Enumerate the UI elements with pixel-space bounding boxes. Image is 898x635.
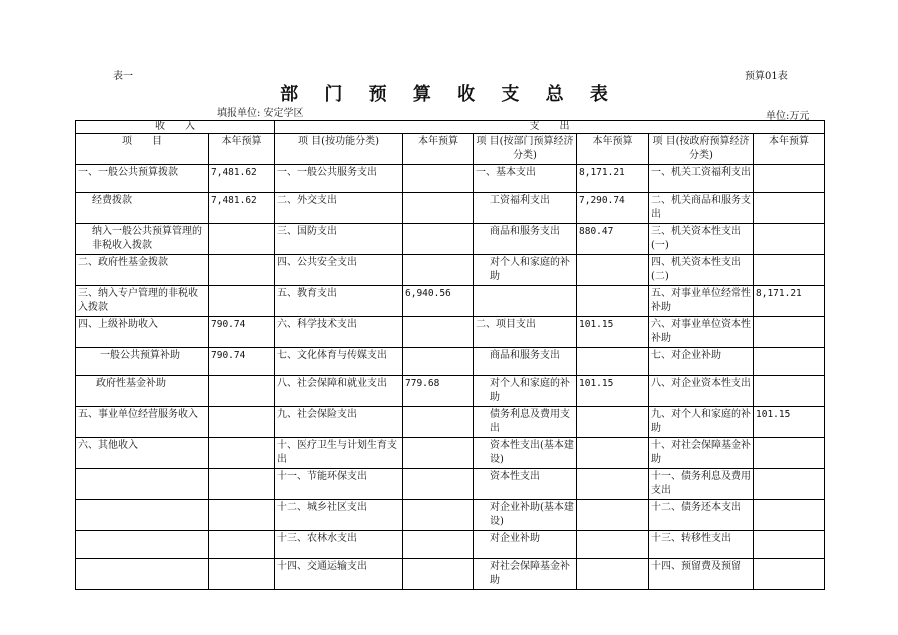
dept-econ-budget-cell <box>577 286 649 317</box>
functional-item-cell: 八、社会保障和就业支出 <box>275 376 403 407</box>
dept-econ-item-cell: 对企业补助(基本建设) <box>474 500 577 531</box>
gov-econ-budget-cell <box>754 469 825 500</box>
income-item-cell: 二、政府性基金拨款 <box>76 255 209 286</box>
dept-econ-item-cell: 对企业补助 <box>474 531 577 559</box>
gov-econ-item-cell: 十二、债务还本支出 <box>649 500 754 531</box>
table-row <box>76 531 825 559</box>
income-budget-cell: 790.74 <box>209 317 275 348</box>
table-row <box>76 348 825 376</box>
gov-econ-budget-cell <box>754 500 825 531</box>
functional-item-cell: 十三、农林水支出 <box>275 531 403 559</box>
income-budget-cell <box>209 224 275 255</box>
gov-econ-item-cell: 二、机关商品和服务支出 <box>649 193 754 224</box>
group-header-row <box>76 121 825 134</box>
header-gov-econ-budget: 本年预算 <box>754 134 825 165</box>
gov-econ-item-cell: 十四、预留费及预留 <box>649 559 754 590</box>
income-budget-cell: 7,481.62 <box>209 165 275 193</box>
functional-budget-cell <box>403 559 474 590</box>
functional-budget-cell <box>403 317 474 348</box>
functional-item-cell: 三、国防支出 <box>275 224 403 255</box>
income-item-cell: 一、一般公共预算拨款 <box>76 165 209 193</box>
gov-econ-budget-cell <box>754 317 825 348</box>
table-row <box>76 500 825 531</box>
dept-econ-item-cell: 一、基本支出 <box>474 165 577 193</box>
dept-econ-item-cell: 工资福利支出 <box>474 193 577 224</box>
income-budget-cell <box>209 469 275 500</box>
functional-budget-cell <box>403 193 474 224</box>
gov-econ-budget-cell <box>754 438 825 469</box>
header-gov-econ-item: 项 目(按政府预算经济分类) <box>649 134 754 165</box>
table-row <box>76 165 825 193</box>
income-item-cell: 纳入一般公共预算管理的非税收入拨款 <box>76 224 209 255</box>
dept-econ-item-cell: 商品和服务支出 <box>474 348 577 376</box>
income-budget-cell <box>209 438 275 469</box>
functional-budget-cell <box>403 531 474 559</box>
expense-group-header: 支 出 <box>275 121 825 134</box>
table-row <box>76 286 825 317</box>
dept-econ-budget-cell: 101.15 <box>577 317 649 348</box>
income-budget-cell <box>209 559 275 590</box>
functional-item-cell: 二、外交支出 <box>275 193 403 224</box>
gov-econ-budget-cell <box>754 224 825 255</box>
functional-item-cell: 一、一般公共服务支出 <box>275 165 403 193</box>
income-item-cell: 六、其他收入 <box>76 438 209 469</box>
gov-econ-item-cell: 十、对社会保障基金补助 <box>649 438 754 469</box>
dept-econ-budget-cell: 7,290.74 <box>577 193 649 224</box>
dept-econ-budget-cell <box>577 500 649 531</box>
page-title: 部 门 预 算 收 支 总 表 <box>280 84 618 105</box>
table-row <box>76 438 825 469</box>
column-header-row <box>76 134 825 165</box>
dept-econ-budget-cell <box>577 559 649 590</box>
income-item-cell: 政府性基金补助 <box>76 376 209 407</box>
functional-item-cell: 七、文化体育与传媒支出 <box>275 348 403 376</box>
income-item-cell <box>76 469 209 500</box>
functional-budget-cell <box>403 469 474 500</box>
income-item-cell: 三、纳入专户管理的非税收入拨款 <box>76 286 209 317</box>
table-row <box>76 469 825 500</box>
header-functional-budget: 本年预算 <box>403 134 474 165</box>
income-budget-cell <box>209 255 275 286</box>
budget-summary-table <box>75 120 825 590</box>
dept-econ-budget-cell <box>577 438 649 469</box>
table-row <box>76 407 825 438</box>
header-dept-econ-item: 项 目(按部门预算经济分类) <box>474 134 577 165</box>
functional-item-cell: 四、公共安全支出 <box>275 255 403 286</box>
gov-econ-item-cell: 三、机关资本性支出(一) <box>649 224 754 255</box>
income-budget-cell <box>209 407 275 438</box>
dept-econ-budget-cell: 880.47 <box>577 224 649 255</box>
dept-econ-item-cell: 对社会保障基金补助 <box>474 559 577 590</box>
gov-econ-item-cell: 八、对企业资本性支出 <box>649 376 754 407</box>
income-budget-cell <box>209 500 275 531</box>
income-item-cell <box>76 559 209 590</box>
dept-econ-item-cell: 对个人和家庭的补助 <box>474 376 577 407</box>
functional-budget-cell <box>403 224 474 255</box>
dept-econ-item-cell: 资本性支出(基本建设) <box>474 438 577 469</box>
header-income-item: 项 目 <box>76 134 209 165</box>
income-item-cell <box>76 531 209 559</box>
functional-item-cell: 十四、交通运输支出 <box>275 559 403 590</box>
table-row <box>76 255 825 286</box>
gov-econ-item-cell: 一、机关工资福利支出 <box>649 165 754 193</box>
income-budget-cell: 790.74 <box>209 348 275 376</box>
functional-budget-cell <box>403 438 474 469</box>
functional-budget-cell <box>403 500 474 531</box>
functional-item-cell: 五、教育支出 <box>275 286 403 317</box>
table-row <box>76 317 825 348</box>
header-income-budget: 本年预算 <box>209 134 275 165</box>
table-number: 表一 <box>113 71 133 82</box>
dept-econ-item-cell: 资本性支出 <box>474 469 577 500</box>
income-item-cell <box>76 500 209 531</box>
dept-econ-budget-cell <box>577 407 649 438</box>
gov-econ-item-cell: 五、对事业单位经常性补助 <box>649 286 754 317</box>
gov-econ-budget-cell <box>754 348 825 376</box>
income-item-cell: 四、上级补助收入 <box>76 317 209 348</box>
income-budget-cell: 7,481.62 <box>209 193 275 224</box>
dept-econ-budget-cell <box>577 255 649 286</box>
functional-item-cell: 九、社会保险支出 <box>275 407 403 438</box>
functional-budget-cell: 6,940.56 <box>403 286 474 317</box>
dept-econ-item-cell <box>474 286 577 317</box>
table-row <box>76 193 825 224</box>
income-budget-cell <box>209 286 275 317</box>
gov-econ-budget-cell: 8,171.21 <box>754 286 825 317</box>
dept-econ-budget-cell <box>577 469 649 500</box>
income-budget-cell <box>209 376 275 407</box>
currency-unit: 单位:万元 <box>766 111 810 122</box>
table-row <box>76 559 825 590</box>
gov-econ-budget-cell <box>754 531 825 559</box>
header-dept-econ-budget: 本年预算 <box>577 134 649 165</box>
gov-econ-item-cell: 七、对企业补助 <box>649 348 754 376</box>
functional-item-cell: 六、科学技术支出 <box>275 317 403 348</box>
functional-budget-cell <box>403 348 474 376</box>
functional-item-cell: 十一、节能环保支出 <box>275 469 403 500</box>
income-item-cell: 经费拨款 <box>76 193 209 224</box>
functional-item-cell: 十、医疗卫生与计划生育支出 <box>275 438 403 469</box>
income-budget-cell <box>209 531 275 559</box>
dept-econ-budget-cell <box>577 531 649 559</box>
gov-econ-item-cell: 六、对事业单位资本性补助 <box>649 317 754 348</box>
dept-econ-budget-cell: 8,171.21 <box>577 165 649 193</box>
table-row <box>76 376 825 407</box>
dept-econ-item-cell: 商品和服务支出 <box>474 224 577 255</box>
functional-item-cell: 十二、城乡社区支出 <box>275 500 403 531</box>
gov-econ-item-cell: 十三、转移性支出 <box>649 531 754 559</box>
gov-econ-item-cell: 九、对个人和家庭的补助 <box>649 407 754 438</box>
dept-econ-budget-cell <box>577 348 649 376</box>
functional-budget-cell: 779.68 <box>403 376 474 407</box>
functional-budget-cell <box>403 255 474 286</box>
dept-econ-item-cell: 债务利息及费用支出 <box>474 407 577 438</box>
gov-econ-budget-cell <box>754 193 825 224</box>
income-group-header: 收 入 <box>76 121 275 134</box>
header-functional-item: 项 目(按功能分类) <box>275 134 403 165</box>
functional-budget-cell <box>403 165 474 193</box>
income-item-cell: 五、事业单位经营服务收入 <box>76 407 209 438</box>
table-row <box>76 224 825 255</box>
dept-econ-budget-cell: 101.15 <box>577 376 649 407</box>
income-item-cell: 一般公共预算补助 <box>76 348 209 376</box>
reporting-unit: 填报单位: 安定学区 <box>217 108 304 119</box>
gov-econ-budget-cell: 101.15 <box>754 407 825 438</box>
form-code: 预算01表 <box>745 71 788 82</box>
dept-econ-item-cell: 对个人和家庭的补助 <box>474 255 577 286</box>
functional-budget-cell <box>403 407 474 438</box>
gov-econ-budget-cell <box>754 376 825 407</box>
dept-econ-item-cell: 二、项目支出 <box>474 317 577 348</box>
gov-econ-budget-cell <box>754 255 825 286</box>
gov-econ-item-cell: 十一、债务利息及费用支出 <box>649 469 754 500</box>
gov-econ-item-cell: 四、机关资本性支出(二) <box>649 255 754 286</box>
gov-econ-budget-cell <box>754 165 825 193</box>
gov-econ-budget-cell <box>754 559 825 590</box>
